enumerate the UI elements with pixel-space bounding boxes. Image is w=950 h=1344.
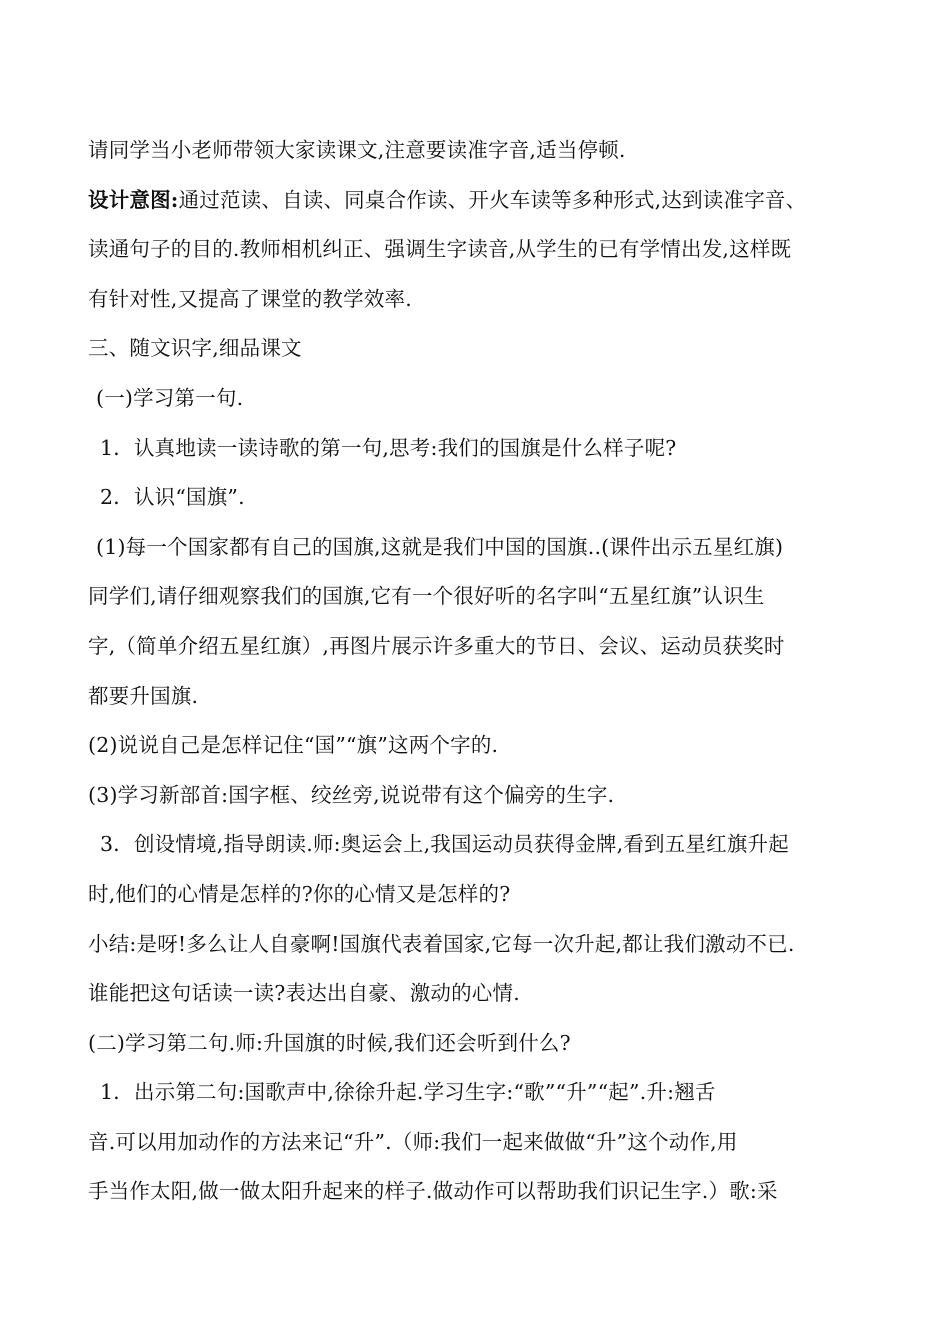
subsection-heading: (二)学习第二句.师:升国旗的时候,我们还会听到什么? <box>88 1030 571 1055</box>
paragraph-line: 1．出示第二句:国歌声中,徐徐升起.学习生字:“歌”“升”“起”.升:翘舌 <box>100 1080 716 1105</box>
paragraph-line: 手当作太阳,做一做太阳升起来的样子.做动作可以帮助我们识记生字.）歌:采 <box>88 1179 778 1204</box>
design-intent-label: 设计意图: <box>88 187 179 212</box>
paragraph-line: 时,他们的心情是怎样的?你的心情又是怎样的? <box>88 881 511 906</box>
paragraph-line: 字,（简单介绍五星红旗）,再图片展示许多重大的节日、会议、运动员获奖时 <box>88 633 785 658</box>
paragraph-line: 谁能把这句话读一读?表达出自豪、激动的心情. <box>88 981 520 1006</box>
paragraph-line: (1)每一个国家都有自己的国旗,这就是我们中国的国旗..(课件出示五星红旗) <box>96 534 784 559</box>
section-heading: 三、随文识字,细品课文 <box>88 336 302 361</box>
paragraph-line: 读通句子的目的.教师相机纠正、强调生字读音,从学生的已有学情出发,这样既 <box>88 237 792 262</box>
paragraph-line: 有针对性,又提高了课堂的教学效率. <box>88 286 412 311</box>
paragraph-line: 音.可以用加动作的方法来记“升”.（师:我们一起来做做“升”这个动作,用 <box>88 1129 738 1154</box>
paragraph-line: 都要升国旗. <box>88 683 199 708</box>
paragraph-line: 请同学当小老师带领大家读课文,注意要读准字音,适当停顿. <box>88 138 626 162</box>
paragraph-line: 3．创设情境,指导朗读.师:奥运会上,我国运动员获得金牌,看到五星红旗升起 <box>100 832 789 857</box>
paragraph-line: 1．认真地读一读诗歌的第一句,思考:我们的国旗是什么样子呢? <box>100 435 677 460</box>
paragraph-line: (2)说说自己是怎样记住“国”“旗”这两个字的. <box>88 733 499 758</box>
paragraph-line: 小结:是呀!多么让人自豪啊!国旗代表着国家,它每一次升起,都让我们激动不已. <box>88 931 795 956</box>
subsection-heading: (一)学习第一句. <box>96 385 244 410</box>
document-body <box>88 130 888 1221</box>
paragraph-line-text: 通过范读、自读、同桌合作读、开火车读等多种形式,达到读准字音、 <box>178 187 807 212</box>
paragraph-line: 同学们,请仔细观察我们的国旗,它有一个很好听的名字叫“五星红旗”认识生 <box>88 584 765 609</box>
paragraph-line: (3)学习新部首:国字框、绞丝旁,说说带有这个偏旁的生字. <box>88 782 615 807</box>
paragraph-line: 2．认识“国旗”. <box>100 485 245 510</box>
design-intent-line <box>88 180 888 230</box>
